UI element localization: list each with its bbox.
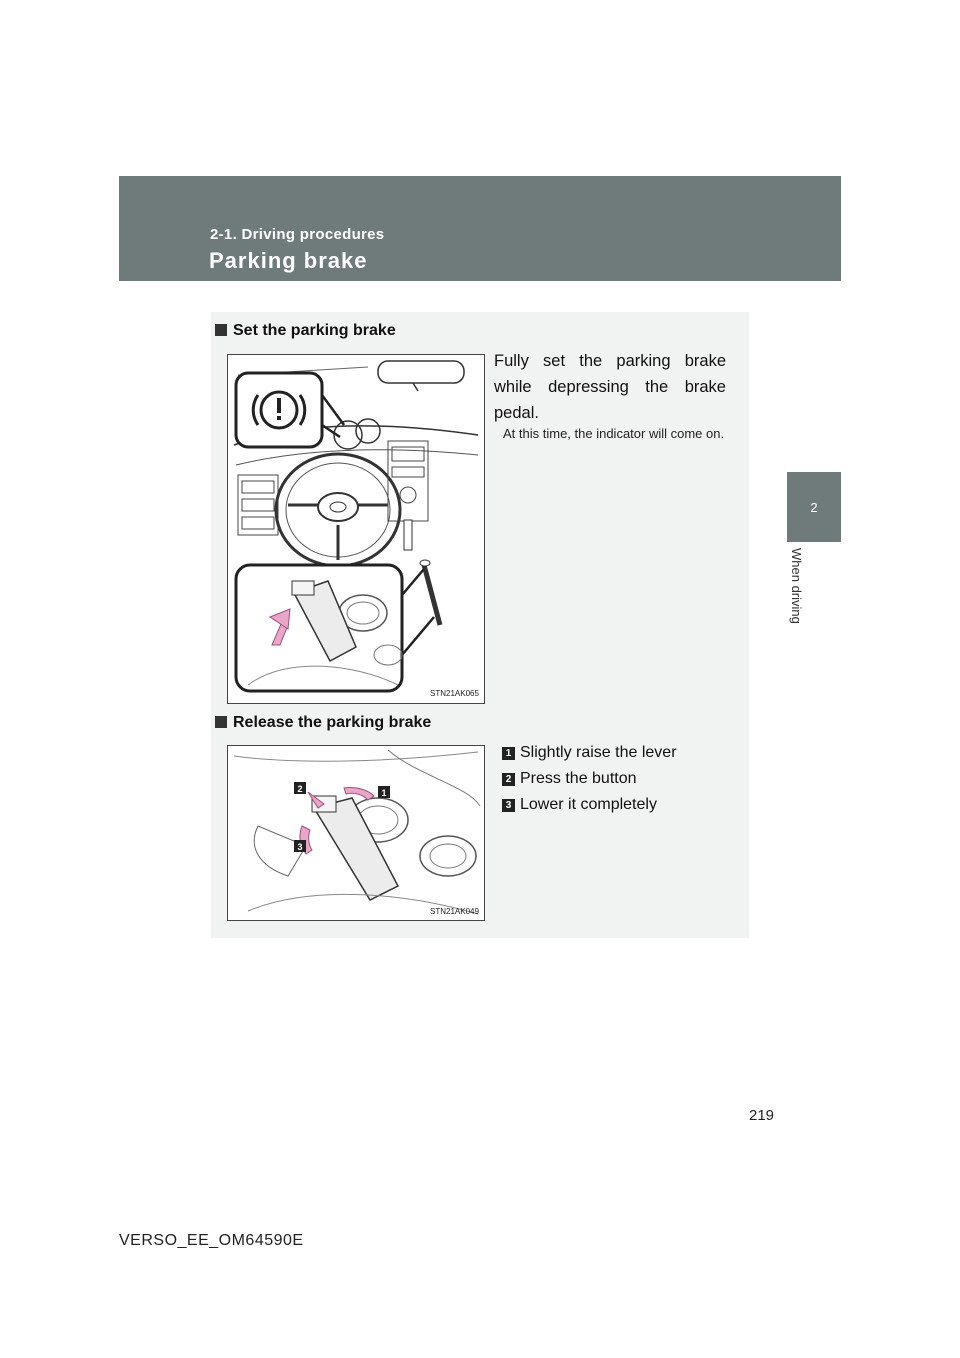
svg-text:1: 1 bbox=[381, 788, 387, 798]
step-number-badge: 2 bbox=[502, 773, 515, 786]
release-steps-list bbox=[502, 740, 677, 818]
chapter-label: When driving bbox=[789, 548, 804, 624]
figure-code: STN21AK049 bbox=[430, 907, 479, 916]
svg-text:3: 3 bbox=[297, 842, 303, 852]
release-brake-figure bbox=[227, 745, 485, 921]
step-text: Slightly raise the lever bbox=[520, 744, 677, 761]
svg-text:2: 2 bbox=[297, 784, 303, 794]
lever-release-illustration bbox=[228, 746, 484, 920]
page-header bbox=[119, 176, 841, 281]
chapter-tab[interactable] bbox=[787, 472, 841, 542]
set-brake-figure bbox=[227, 354, 485, 704]
step-text: Lower it completely bbox=[520, 796, 657, 813]
step-number-badge: 1 bbox=[502, 747, 515, 760]
content-panel bbox=[211, 312, 749, 938]
release-brake-heading: Release the parking brake bbox=[215, 714, 431, 732]
square-bullet-icon bbox=[215, 324, 227, 336]
step-number-badge: 3 bbox=[502, 799, 515, 812]
set-brake-paragraph: Fully set the parking brake while depressing the brake pedal. bbox=[494, 352, 726, 422]
set-brake-heading: Set the parking brake bbox=[215, 322, 396, 340]
list-item bbox=[502, 792, 677, 818]
list-item bbox=[502, 766, 677, 792]
section-label: 2-1. Driving procedures bbox=[210, 226, 385, 243]
figure-code: STN21AK065 bbox=[430, 689, 479, 698]
page-number: 219 bbox=[749, 1107, 775, 1124]
page-title: Parking brake bbox=[209, 248, 368, 273]
step-text: Press the button bbox=[520, 770, 637, 787]
indicator-note: At this time, the indicator will come on. bbox=[503, 426, 725, 441]
document-code: VERSO_EE_OM64590E bbox=[119, 1232, 304, 1249]
square-bullet-icon bbox=[215, 716, 227, 728]
chapter-number: 2 bbox=[810, 499, 818, 515]
dashboard-illustration bbox=[228, 355, 484, 703]
list-item bbox=[502, 740, 677, 766]
